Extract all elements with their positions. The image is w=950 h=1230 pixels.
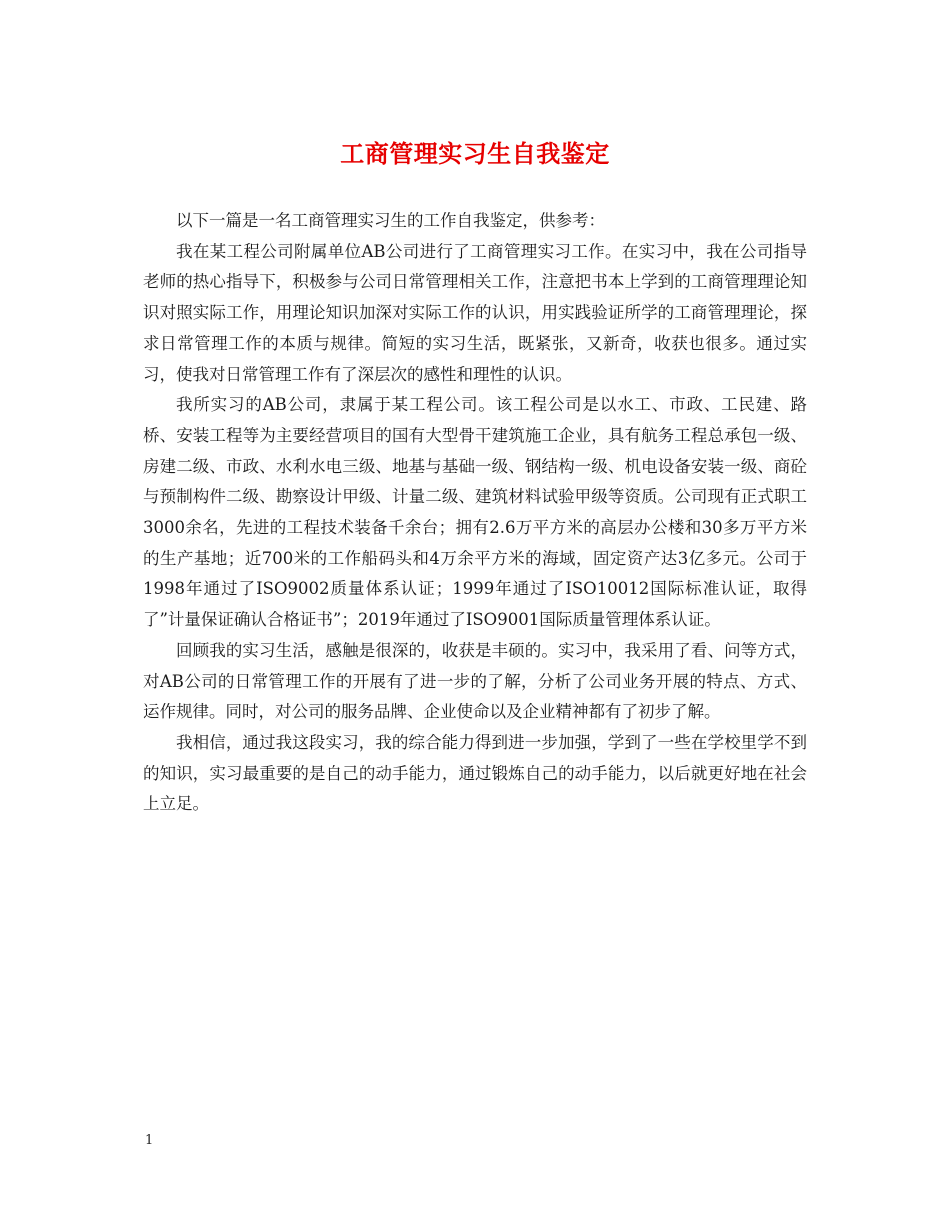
paragraph-company-profile: 我所实习的AB公司，隶属于某工程公司。该工程公司是以水工、市政、工民建、路桥、安装工程等为主要经营项目的国有大型骨干建筑施工企业，具有航务工程总承包一级、房建二级、市政、水利水电三级、地基与基础一级、钢结构一级、机电设备安装一级、商砼与预制构件二级、勘察设计甲级、计量二级、建筑材料试验甲级等资质。公司现有正式职工3000余名，先进的工程技术装备千余台；拥有2.6万平方米的高层办公楼和30多万平方米的生产基地；近700米的工作船码头和4万余平方米的海域，固定资产达3亿多元。公司于1998年通过了ISO9002质量体系认证；1999年通过了ISO10012国际标准认证，取得了”计量保证确认合格证书”；2019年通过了ISO9001国际质量管理体系认证。 bbox=[143, 395, 807, 630]
paragraph-intro: 以下一篇是一名工商管理实习生的工作自我鉴定，供参考： bbox=[176, 211, 605, 230]
document-title: 工商管理实习生自我鉴定 bbox=[340, 139, 610, 168]
document-body bbox=[143, 206, 807, 820]
paragraph-reflection: 回顾我的实习生活，感触是很深的，收获是丰硕的。实习中，我采用了看、问等方式，对AB公司的日常管理工作的开展有了进一步的了解，分析了公司业务开展的特点、方式、运作规律。同时，对公司的服务品牌、企业使命以及企业精神都有了初步了解。 bbox=[143, 640, 807, 722]
page-number: 1 bbox=[145, 1133, 154, 1148]
paragraph-conclusion: 我相信，通过我这段实习，我的综合能力得到进一步加强，学到了一些在学校里学不到的知识，实习最重要的是自己的动手能力，通过锻炼自己的动手能力，以后就更好地在社会上立足。 bbox=[143, 732, 807, 814]
paragraph-internship-overview: 我在某工程公司附属单位AB公司进行了工商管理实习工作。在实习中，我在公司指导老师的热心指导下，积极参与公司日常管理相关工作，注意把书本上学到的工商管理理论知识对照实际工作，用理论知识加深对实际工作的认识，用实践验证所学的工商管理理论，探求日常管理工作的本质与规律。简短的实习生活，既紧张，又新奇，收获也很多。通过实习，使我对日常管理工作有了深层次的感性和理性的认识。 bbox=[143, 241, 807, 384]
